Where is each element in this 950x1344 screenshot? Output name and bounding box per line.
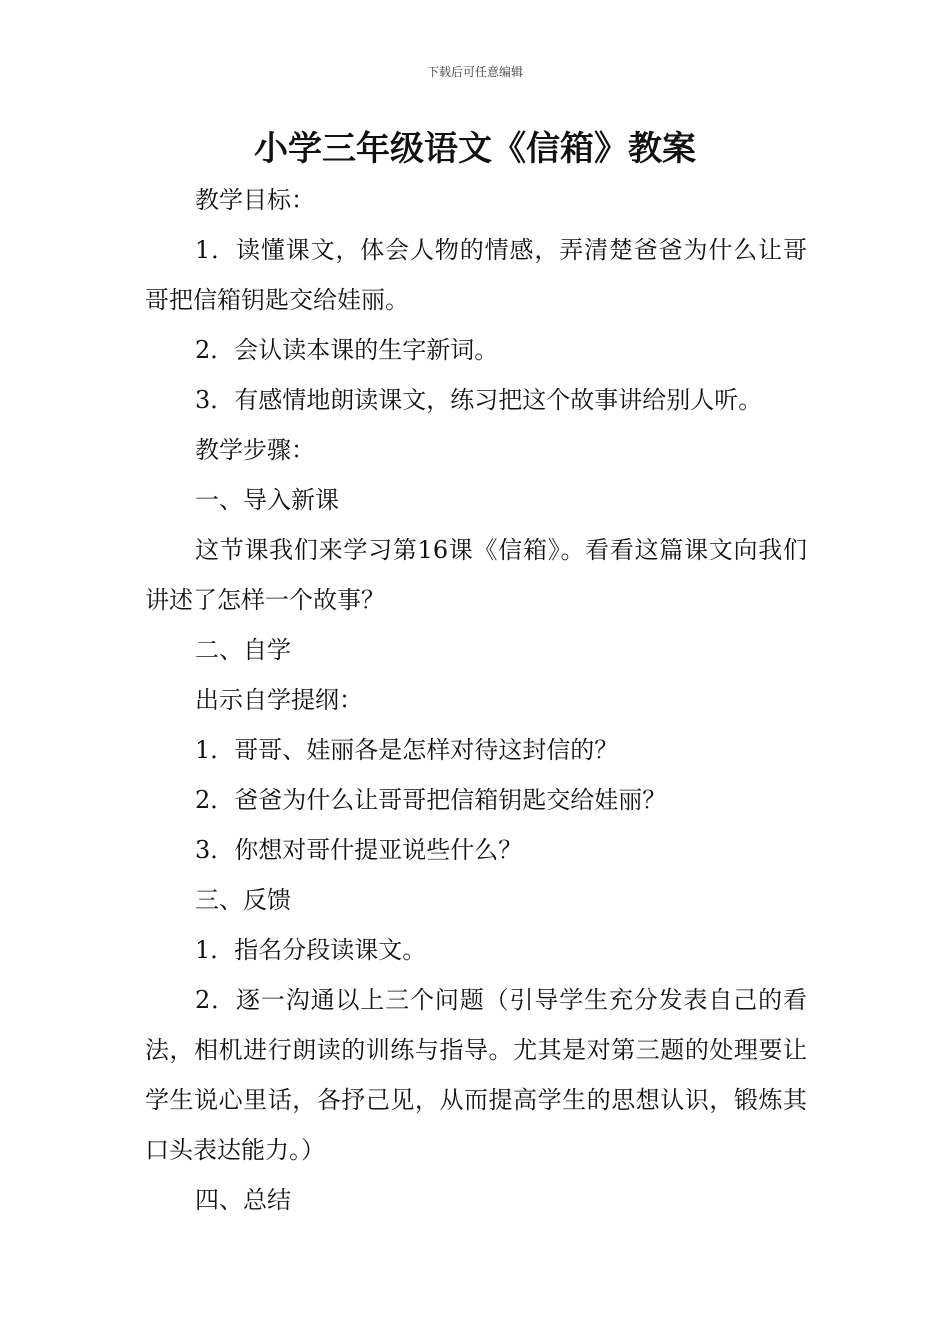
objective-item-1: 1．读懂课文，体会人物的情感，弄清楚爸爸为什么让哥哥把信箱钥匙交给娃丽。 — [145, 236, 807, 314]
document-title: 小学三年级语文《信箱》教案 — [254, 129, 696, 169]
section-heading-objectives: 教学目标： — [195, 186, 315, 214]
page-header-note: 下载后可任意编辑 — [426, 65, 523, 79]
feedback-item-2: 2．逐一沟通以上三个问题（引导学生充分发表自己的看法，相机进行朗读的训练与指导。尤其是对第三题的处理要让学生说心里话，各抒己见，从而提高学生的思想认识，锻炼其口头表达能力。） — [145, 986, 807, 1164]
self-study-outline-label: 出示自学提纲： — [195, 686, 363, 714]
outline-item-3: 3．你想对哥什提亚说些什么？ — [195, 836, 523, 864]
introduction-paragraph: 这节课我们来学习第16课《信箱》。看看这篇课文向我们讲述了怎样一个故事？ — [145, 536, 807, 614]
document-body — [145, 175, 807, 1225]
feedback-item-1: 1．指名分段读课文。 — [195, 936, 427, 964]
outline-item-1: 1．哥哥、娃丽各是怎样对待这封信的？ — [195, 736, 619, 764]
step-heading-feedback: 三、反馈 — [195, 886, 291, 914]
section-heading-steps: 教学步骤： — [195, 436, 315, 464]
objective-item-2: 2．会认读本课的生字新词。 — [195, 336, 499, 364]
objective-item-3: 3．有感情地朗读课文，练习把这个故事讲给别人听。 — [195, 386, 763, 414]
step-heading-summary: 四、总结 — [195, 1186, 291, 1214]
step-heading-introduction: 一、导入新课 — [195, 486, 339, 514]
outline-item-2: 2．爸爸为什么让哥哥把信箱钥匙交给娃丽？ — [195, 786, 667, 814]
step-heading-self-study: 二、自学 — [195, 636, 291, 664]
